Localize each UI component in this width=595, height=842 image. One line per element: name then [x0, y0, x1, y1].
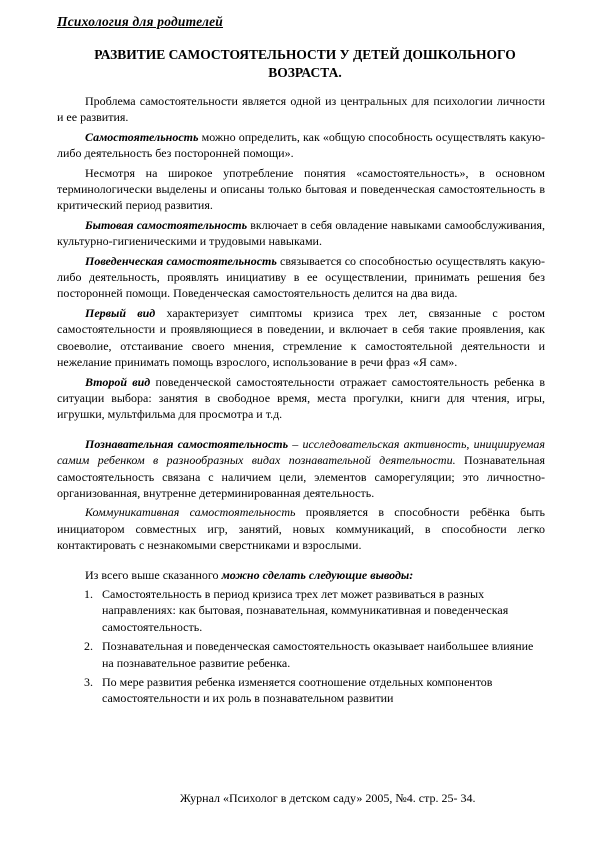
- term-cognitive: Познавательная самостоятельность: [85, 436, 289, 451]
- source-citation: Журнал «Психолог в детском саду» 2005, №4. стр. 25- 34.: [180, 791, 476, 805]
- paragraph-first-type: [57, 305, 545, 371]
- paragraph-behavioral: [57, 253, 545, 302]
- conclusions-intro-text: Из всего выше сказанного: [85, 567, 222, 582]
- list-item-text: Познавательная и поведенческая самостоятельность оказывает наибольшее влияние на познавательное развитие ребенка.: [102, 639, 534, 670]
- cognitive-text: Познавательная самостоятельность связана с наличием цели, элементов саморегуляции; это личностно-организованная, внутренне детерминированная деятельность.: [57, 453, 546, 500]
- term-behavioral: Поведенческая самостоятельность: [85, 253, 277, 268]
- term-household: Бытовая самостоятельность: [85, 217, 248, 232]
- list-item: [84, 674, 545, 707]
- term-self-reliance: Самостоятельность: [85, 129, 199, 144]
- list-item-text: Самостоятельность в период кризиса трех лет может развиваться в разных направлениях: как бытовая, познавательная, коммуникативная и поведенческая самостоятельность.: [102, 586, 509, 634]
- term-communicative: Коммуникативная самостоятельность: [85, 505, 296, 520]
- behavioral-text: связывается со способностью осуществлять какую- либо деятельность, проявлять инициативу в ее осуществлении, принимать решения без посторонней помощи. Поведенческая самостоятельность делится на два вида.: [57, 253, 545, 301]
- spacer: [57, 426, 545, 436]
- page-header: Психология для родителей: [57, 14, 224, 29]
- conclusions-list: [57, 586, 545, 707]
- paragraph-household: [57, 217, 545, 250]
- list-item: [84, 638, 545, 671]
- paragraph-intro: Проблема самостоятельности является одной из центральных для психологии личности и ее развития.: [57, 94, 545, 125]
- household-text: включает в себя овладение навыками самообслуживания, культурно-гигиеническими и трудовыми навыками.: [57, 217, 546, 249]
- second-type-text: поведенческой самостоятельности отражает самостоятельность ребенка в ситуации выбора: занятия в свободное время, места прогулки, книги для чтения, игры, игрушки, мультфильма для просмотра и т.д.: [57, 374, 545, 422]
- spacer: [57, 557, 545, 567]
- list-item-number: 3.: [84, 675, 93, 689]
- term-first-type: Первый вид: [85, 305, 156, 320]
- list-item-number: 2.: [84, 639, 93, 654]
- conclusions-lead: можно сделать следующие выводы:: [221, 567, 414, 582]
- definition-text: можно определить, как «общую способность осуществлять какую-либо деятельность без посторонней помощи».: [57, 129, 545, 161]
- list-item: [84, 586, 545, 635]
- article-body: [57, 93, 545, 710]
- paragraph-cognitive: [57, 436, 545, 502]
- term-second-type: Второй вид: [85, 374, 151, 389]
- first-type-text: характеризует симптомы кризиса трех лет, связанные с ростом самостоятельности и проявляющиеся в поведении, и включает в себя такие проявления, как своеволие, отстаивание своего мнения, стремление к самостоятельной деятельности и нежелание принимать помощь взрослого, использование в речи фраз «Я сам».: [57, 305, 545, 370]
- article-title: РАЗВИТИЕ САМОСТОЯТЕЛЬНОСТИ У ДЕТЕЙ ДОШКОЛЬНОГО ВОЗРАСТА.: [94, 47, 516, 80]
- list-item-text: По мере развития ребенка изменяется соотношение отдельных компонентов самостоятельности и их роль в познавательном развитии: [102, 675, 493, 706]
- communicative-text: проявляется в способности ребёнка быть инициатором совместных игр, занятий, новых коммуникаций, в способности легко контактировать с незнакомыми сверстниками и взрослыми.: [57, 505, 546, 553]
- paragraph-second-type: [57, 374, 545, 423]
- list-item-number: 1.: [84, 586, 93, 601]
- paragraph-definition: [57, 129, 545, 162]
- paragraph-usage: Несмотря на широкое употребление понятия «самостоятельность», в основном терминологически выделены и описаны только бытовая и поведенческая самостоятельность в критический период развития.: [57, 165, 545, 213]
- paragraph-communicative: [57, 504, 545, 553]
- conclusions-intro: [57, 567, 545, 583]
- cognitive-italic-text: – исследовательская активность, инициируемая самим ребенком в разнообразных видах познавательной деятельности.: [57, 436, 545, 468]
